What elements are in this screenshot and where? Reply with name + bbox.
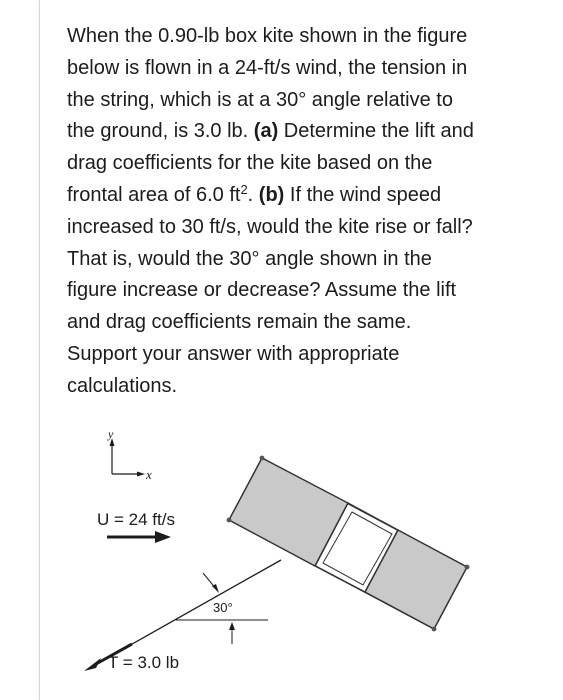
axis-y-label: y — [108, 427, 114, 441]
kite-corner-knob — [227, 518, 232, 523]
problem-line-11: Support your answer with appropriate — [67, 342, 400, 365]
problem-line-5: drag coefficients for the kite based on the — [67, 152, 433, 175]
problem-line-8: That is, would the 30° angle shown in the — [67, 247, 432, 270]
area-text: frontal area of 6.0 ft — [67, 183, 241, 206]
wind-arrow — [107, 531, 171, 543]
problem-line-7: increased to 30 ft/s, would the kite rise or fall? — [67, 215, 473, 238]
wind-speed-label: U = 24 ft/s — [97, 510, 175, 529]
problem-line-1: When the 0.90-lb box kite shown in the figure — [67, 25, 468, 47]
kite-corner-knob — [432, 627, 437, 632]
problem-line-9: figure increase or decrease? Assume the lift — [67, 279, 457, 302]
part-a-marker: (a) — [253, 120, 279, 143]
part-b-marker: (b) — [258, 183, 285, 206]
axis-x-label: x — [146, 467, 152, 482]
tension-label: T = 3.0 lb — [108, 653, 180, 672]
problem-line-10: and drag coefficients remain the same. — [67, 311, 412, 334]
problem-line-12: calculations. — [67, 374, 178, 397]
problem-line-4-text: the ground, is 3.0 lb. — [67, 120, 249, 143]
angle-label: 30° — [213, 600, 233, 615]
problem-line-2: below is flown in a 24-ft/s wind, the tension in — [67, 56, 468, 79]
area-period: . — [247, 183, 254, 206]
problem-line-3: the string, which is at a 30° angle relative to — [67, 88, 453, 111]
area-exponent: 2 — [240, 181, 248, 197]
box-kite — [227, 456, 470, 632]
part-a-lead: Determine the lift and — [278, 120, 474, 143]
part-b-lead: If the wind speed — [284, 183, 442, 206]
kite-corner-knob — [465, 565, 470, 570]
coordinate-axes — [110, 438, 146, 477]
kite-corner-knob — [260, 456, 265, 461]
